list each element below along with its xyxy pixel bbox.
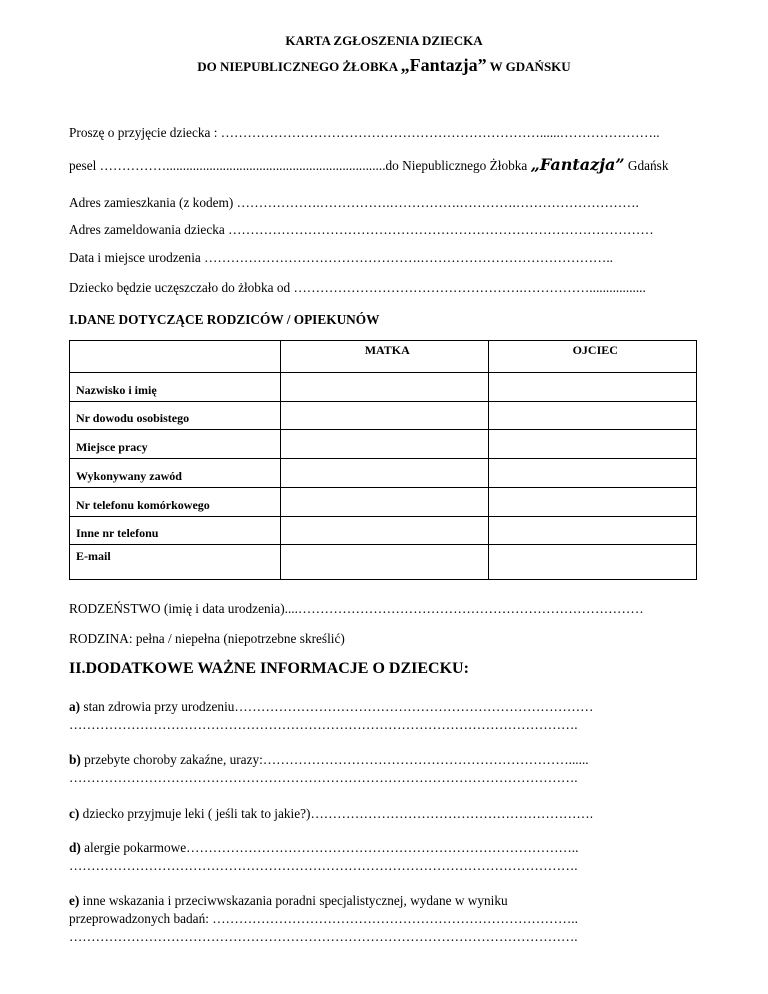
cell-mother-mobile[interactable] <box>281 487 489 516</box>
field-child-request[interactable]: Proszę o przyjęcie dziecka : ………………………………………………………………......………………….. <box>69 125 660 140</box>
table-row <box>70 516 697 545</box>
question-b-text: przebyte choroby zakaźne, urazy:……………………………………………………………...... <box>80 752 589 767</box>
pesel-city: Gdańsk <box>624 158 669 173</box>
question-d-key: d) <box>69 840 81 855</box>
table-header-row <box>70 341 697 373</box>
question-b-key: b) <box>69 752 81 767</box>
question-d-continuation[interactable]: ……………………………………………………………………………………………………. <box>69 858 578 873</box>
cell-father-mobile[interactable] <box>488 487 696 516</box>
table-row <box>70 373 697 402</box>
question-e-continuation[interactable]: ……………………………………………………………………………………………………. <box>69 929 578 944</box>
section-parents-title: I.DANE DOTYCZĄCE RODZICÓW / OPIEKUNÓW <box>69 312 380 327</box>
question-e-line2[interactable]: przeprowadzonych badań: ……………………………………………………………………….. <box>69 911 578 926</box>
question-a-key: a) <box>69 699 81 714</box>
row-label-name: Nazwisko i imię <box>70 373 281 402</box>
question-c[interactable] <box>69 806 593 822</box>
cell-father-other-phone[interactable] <box>488 516 696 545</box>
header-empty <box>70 341 281 373</box>
cell-father-id[interactable] <box>488 401 696 430</box>
cell-mother-occupation[interactable] <box>281 459 489 488</box>
question-a-text: stan zdrowia przy urodzeniu……………………………………………………………………… <box>80 699 594 714</box>
question-e-text: inne wskazania i przeciwwskazania poradni specjalistycznej, wydane w wyniku <box>79 893 508 908</box>
row-label-email: E-mail <box>70 545 281 580</box>
row-label-mobile: Nr telefonu komórkowego <box>70 487 281 516</box>
field-birth-date-place[interactable]: Data i miejsce urodzenia ………………………………………….…………………………………….. <box>69 250 614 265</box>
cell-father-occupation[interactable] <box>488 459 696 488</box>
field-pesel[interactable] <box>69 155 669 174</box>
row-label-workplace: Miejsce pracy <box>70 430 281 459</box>
cell-mother-name[interactable] <box>281 373 489 402</box>
section-child-info-title: II.DODATKOWE WAŻNE INFORMACJE O DZIECKU: <box>69 660 469 677</box>
table-row <box>70 401 697 430</box>
parents-table <box>69 340 697 580</box>
cell-father-name[interactable] <box>488 373 696 402</box>
table-row <box>70 545 697 580</box>
cell-mother-workplace[interactable] <box>281 430 489 459</box>
cell-father-email[interactable] <box>488 545 696 580</box>
question-d[interactable] <box>69 840 578 856</box>
question-e[interactable] <box>69 893 508 909</box>
header-father: OJCIEC <box>488 341 696 373</box>
table-row <box>70 487 697 516</box>
field-home-address[interactable]: Adres zamieszkania (z kodem) ……………….…………….…………….………….………………………. <box>69 195 639 210</box>
question-e-key: e) <box>69 893 80 908</box>
subtitle-prefix: DO NIEPUBLICZNEGO ŻŁOBKA <box>197 59 401 74</box>
table-row <box>70 430 697 459</box>
pesel-nursery-name: „Fantazja” <box>530 155 625 174</box>
cell-mother-other-phone[interactable] <box>281 516 489 545</box>
table-row <box>70 459 697 488</box>
field-attendance-start[interactable]: Dziecko będzie uczęszczało do żłobka od …………………………………………….……………................. <box>69 280 646 295</box>
question-b[interactable] <box>69 752 589 768</box>
question-c-text: dziecko przyjmuje leki ( jeśli tak to jakie?)………………………………………………………. <box>79 806 594 821</box>
question-a-continuation[interactable]: ……………………………………………………………………………………………………. <box>69 717 578 732</box>
question-b-continuation[interactable]: ……………………………………………………………………………………………………. <box>69 770 578 785</box>
nursery-name: „Fantazja” <box>400 55 487 75</box>
cell-mother-id[interactable] <box>281 401 489 430</box>
form-subtitle <box>0 55 768 76</box>
field-family: RODZINA: pełna / niepełna (niepotrzebne skreślić) <box>69 631 345 646</box>
header-mother: MATKA <box>281 341 489 373</box>
row-label-occupation: Wykonywany zawód <box>70 459 281 488</box>
form-title: KARTA ZGŁOSZENIA DZIECKA <box>285 33 483 48</box>
cell-father-workplace[interactable] <box>488 430 696 459</box>
field-registered-address[interactable]: Adres zameldowania dziecka …………………………………………………………………………………… <box>69 222 654 237</box>
row-label-other-phone: Inne nr telefonu <box>70 516 281 545</box>
subtitle-suffix: W GDAŃSKU <box>486 59 571 74</box>
pesel-label: pesel ……………..................................................................do Niepublicznego Żłobka <box>69 158 531 173</box>
question-d-text: alergie pokarmowe…………………………………………………………………………….. <box>80 840 579 855</box>
field-siblings[interactable]: RODZEŃSTWO (imię i data urodzenia)....…………………………………………………………………… <box>69 601 644 616</box>
question-c-key: c) <box>69 806 80 821</box>
question-a[interactable] <box>69 699 593 715</box>
row-label-id-number: Nr dowodu osobistego <box>70 401 281 430</box>
cell-mother-email[interactable] <box>281 545 489 580</box>
